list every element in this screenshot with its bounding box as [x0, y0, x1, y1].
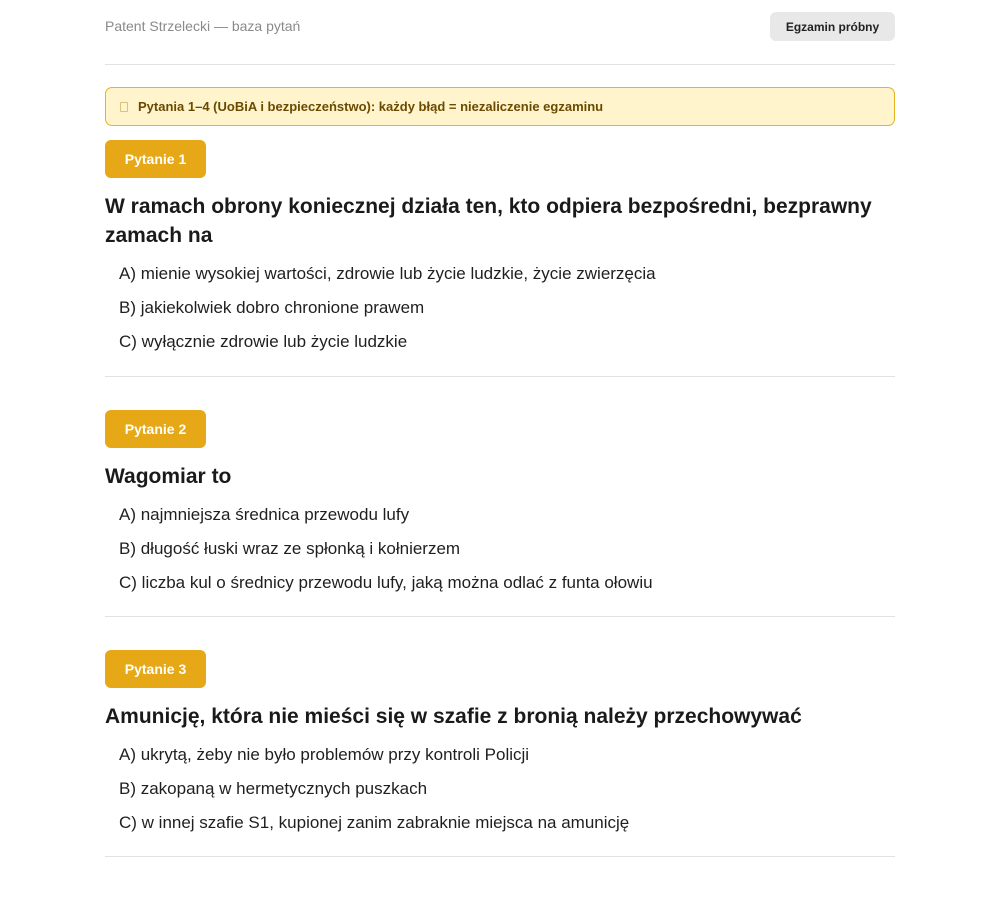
- answer-list: [105, 504, 895, 606]
- answer-list: [105, 744, 895, 846]
- question-badge: Pytanie 2: [105, 410, 206, 448]
- answer-option-b[interactable]: B) zakopaną w hermetycznych puszkach: [119, 779, 428, 798]
- exam-rule-notice: [105, 87, 895, 126]
- question-text: Amunicję, która nie mieści się w szafie z bronią należy przechowywać: [105, 705, 802, 728]
- answer-option-c[interactable]: C) wyłącznie zdrowie lub życie ludzkie: [119, 332, 408, 351]
- answer-option-c[interactable]: C) liczba kul o średnicy przewodu lufy, jaką można odlać z funta ołowiu: [119, 573, 653, 592]
- question-badge: Pytanie 1: [105, 140, 206, 178]
- answer-list: [105, 263, 895, 365]
- header: [105, 0, 895, 65]
- question-text: Wagomiar to: [105, 465, 232, 488]
- answer-option-c[interactable]: C) w innej szafie S1, kupionej zanim zabraknie miejsca na amunicję: [119, 813, 630, 832]
- notice-text: Pytania 1–4 (UoBiA i bezpieczeństwo): każdy błąd = niezaliczenie egzaminu: [138, 99, 604, 114]
- question-card-2: [105, 410, 895, 617]
- site-title: Patent Strzelecki — baza pytań: [105, 18, 301, 34]
- answer-option-a[interactable]: A) mienie wysokiej wartości, zdrowie lub życie ludzkie, życie zwierzęcia: [119, 264, 656, 283]
- question-card-1: [105, 140, 895, 377]
- question-badge: Pytanie 3: [105, 650, 206, 688]
- practice-exam-button[interactable]: Egzamin próbny: [770, 12, 895, 41]
- answer-option-b[interactable]: B) jakiekolwiek dobro chronione prawem: [119, 298, 425, 317]
- answer-option-a[interactable]: A) ukrytą, żeby nie było problemów przy kontroli Policji: [119, 745, 530, 764]
- question-card-3: [105, 650, 895, 857]
- main-content: [105, 0, 895, 857]
- answer-option-a[interactable]: A) najmniejsza średnica przewodu lufy: [119, 505, 410, 524]
- answer-option-b[interactable]: B) długość łuski wraz ze spłonką i kołnierzem: [119, 539, 461, 558]
- notice-icon: [120, 102, 128, 112]
- question-text: W ramach obrony koniecznej działa ten, kto odpiera bezpośredni, bezprawny zamach na: [105, 195, 872, 247]
